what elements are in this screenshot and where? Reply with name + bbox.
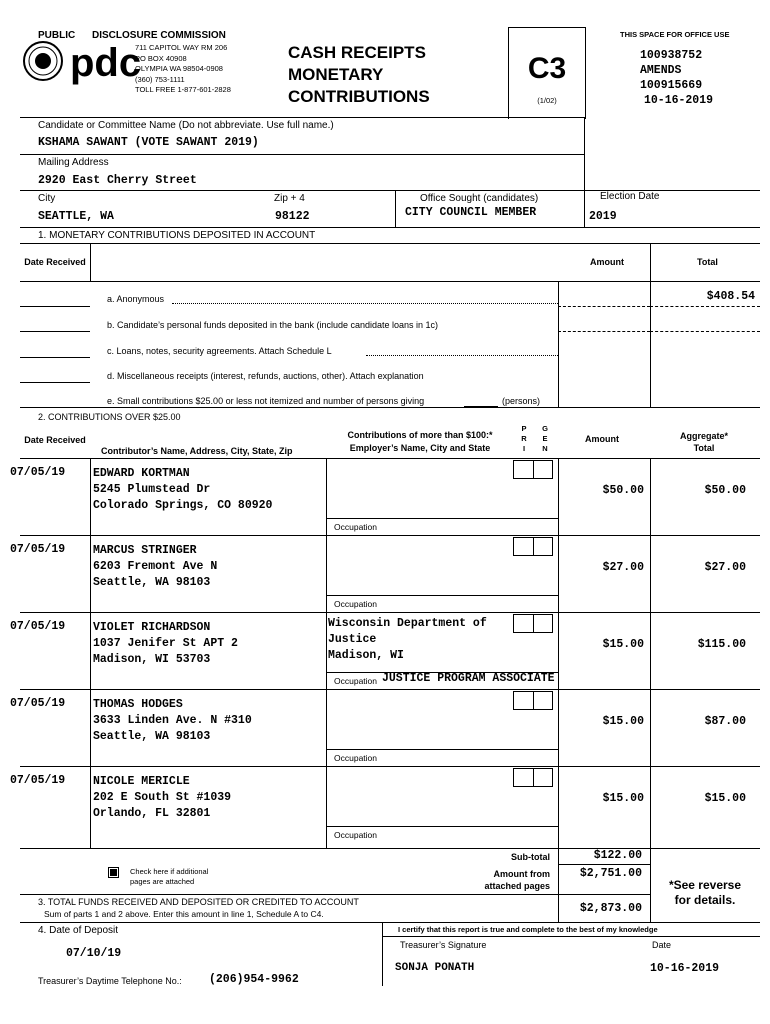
s2-date-header: Date Received: [24, 435, 86, 445]
mailing-address: 2920 East Cherry Street: [38, 174, 197, 187]
additional-pages-checkbox[interactable]: [108, 867, 119, 878]
row-aggregate: $15.00: [704, 792, 746, 805]
s1-amount-header: Amount: [590, 257, 624, 267]
candidate-name-label: Candidate or Committee Name (Do not abbreviate. Use full name.): [38, 120, 334, 131]
zip-label: Zip + 4: [274, 193, 305, 204]
certify-text: I certify that this report is true and complete to the best of my knowledge: [398, 925, 658, 934]
address-line: TOLL FREE 1-877-601-2828: [135, 85, 231, 94]
contributor-name: EDWARD KORTMAN: [93, 467, 190, 480]
contributor-city: Orlando, FL 32801: [93, 807, 211, 820]
checkbox-label-line: Check here if additional: [130, 867, 209, 876]
treasurer-signature-label: Treasurer’s Signature: [400, 940, 487, 950]
form-title: [288, 42, 430, 108]
sign-date: 10-16-2019: [650, 962, 720, 975]
row-contributor: [93, 466, 272, 514]
total-funds-label: 3. TOTAL FUNDS RECEIVED AND DEPOSITED OR CREDITED TO ACCOUNT: [38, 897, 359, 907]
line-e-label: e. Small contributions $25.00 or less not itemized and number of persons giving: [107, 396, 425, 406]
row-aggregate: $27.00: [704, 561, 746, 574]
contributor-street: 6203 Fremont Ave N: [93, 560, 218, 573]
occupation-label: Occupation: [334, 522, 377, 532]
attached-label-line: Amount from: [493, 869, 550, 879]
row-contributor: [93, 620, 238, 668]
office-sought-label: Office Sought (candidates): [420, 193, 539, 204]
deposit-date-label: 4. Date of Deposit: [38, 925, 119, 936]
section1-title: 1. MONETARY CONTRIBUTIONS DEPOSITED IN ACCOUNT: [38, 230, 316, 241]
address-line: OLYMPIA WA 98504-0908: [135, 64, 223, 73]
contributor-city: Madison, WI 53703: [93, 653, 211, 666]
occupation-label: Occupation: [334, 753, 377, 763]
s2-employer-header-2: Employer’s Name, City and State: [349, 443, 491, 453]
pdc-logo: [22, 36, 142, 90]
contributor-street: 5245 Plumstead Dr: [93, 483, 211, 496]
title-line: MONETARY: [288, 65, 384, 84]
row-date: 07/05/19: [10, 697, 66, 710]
phone-label: Treasurer’s Daytime Telephone No.:: [38, 976, 182, 986]
row-amount: $15.00: [602, 715, 644, 728]
line-c-label: c. Loans, notes, security agreements. Attach Schedule L: [107, 346, 332, 356]
employer-line: Justice: [328, 633, 377, 646]
city-label: City: [38, 193, 56, 204]
sign-date-label: Date: [652, 940, 672, 950]
additional-pages-label: [130, 867, 208, 887]
agency-address: [135, 43, 231, 96]
employer-line: Wisconsin Department of: [328, 617, 487, 630]
line-d-label: d. Miscellaneous receipts (interest, refunds, auctions, other). Attach explanation: [107, 371, 424, 381]
contributor-city: Seattle, WA 98103: [93, 576, 211, 589]
s2-contributor-header: Contributor’s Name, Address, City, State, Zip: [101, 446, 293, 456]
treasurer-signature: SONJA PONATH: [395, 962, 475, 974]
election-date: 2019: [589, 210, 617, 223]
row-date: 07/05/19: [10, 620, 66, 633]
s2-primary-header: P R I: [521, 424, 527, 453]
line-e-persons: (persons): [502, 396, 541, 406]
primary-general-boxes[interactable]: [513, 460, 553, 479]
contributor-name: NICOLE MERICLE: [93, 775, 190, 788]
attached-pages-value: $2,751.00: [579, 867, 642, 880]
attached-pages-label: [440, 868, 550, 892]
row-amount: $15.00: [602, 638, 644, 651]
row-occupation: JUSTICE PROGRAM ASSOCIATE: [382, 672, 555, 685]
row-aggregate: $50.00: [704, 484, 746, 497]
subtotal-label: Sub-total: [511, 852, 550, 862]
office-sought: CITY COUNCIL MEMBER: [405, 206, 537, 219]
total-funds-value: $2,873.00: [579, 902, 642, 915]
contributor-city: Seattle, WA 98103: [93, 730, 211, 743]
total-funds-sublabel: Sum of parts 1 and 2 above. Enter this amount in line 1, Schedule A to C4.: [44, 909, 324, 919]
contributor-street: 3633 Linden Ave. N #310: [93, 714, 252, 727]
row-date: 07/05/19: [10, 466, 66, 479]
occupation-label: Occupation: [334, 676, 377, 686]
section2-title: 2. CONTRIBUTIONS OVER $25.00: [38, 412, 181, 422]
row-contributor: [93, 543, 217, 591]
occupation-label: Occupation: [334, 830, 377, 840]
contributor-name: THOMAS HODGES: [93, 698, 183, 711]
row-date: 07/05/19: [10, 774, 66, 787]
see-reverse-line: for details.: [674, 893, 736, 907]
phone-number: (206)954-9962: [209, 973, 299, 986]
see-reverse-line: *See reverse: [668, 878, 742, 892]
address-line: (360) 753-1111: [135, 74, 185, 84]
deposit-date: 07/10/19: [66, 947, 122, 960]
primary-general-boxes[interactable]: [513, 691, 553, 710]
checkbox-label-line: pages are attached: [130, 877, 195, 886]
see-reverse-note: [650, 878, 760, 908]
s1-date-received-header: Date Received: [24, 257, 86, 267]
contributor-street: 1037 Jenifer St APT 2: [93, 637, 238, 650]
primary-general-boxes[interactable]: [513, 614, 553, 633]
agency-public: PUBLIC: [38, 30, 76, 41]
primary-general-boxes[interactable]: [513, 537, 553, 556]
line-b-label: b. Candidate’s personal funds deposited in the bank (include candidate loans in 1c): [107, 320, 439, 330]
office-use-line: 100915669: [640, 79, 703, 92]
office-use-label: THIS SPACE FOR OFFICE USE: [620, 30, 730, 39]
row-date: 07/05/19: [10, 543, 66, 556]
office-use-line: AMENDS: [640, 64, 682, 77]
attached-label-line: attached pages: [484, 881, 550, 891]
row-amount: $15.00: [602, 792, 644, 805]
office-use-line: 100938752: [640, 49, 703, 62]
zip: 98122: [275, 210, 310, 223]
row-amount: $27.00: [602, 561, 644, 574]
form-version: (1/02): [537, 96, 557, 105]
form-code: C3: [527, 52, 567, 85]
address-line: 711 CAPITOL WAY RM 206: [135, 43, 228, 52]
subtotal-value: $122.00: [593, 849, 642, 862]
occupation-label: Occupation: [334, 599, 377, 609]
city: SEATTLE, WA: [38, 210, 114, 223]
contributor-city: Colorado Springs, CO 80920: [93, 499, 273, 512]
row-employer: [328, 616, 487, 664]
logo-text: pdc: [70, 41, 142, 85]
form-code-box: [508, 27, 586, 119]
contributor-street: 202 E South St #1039: [93, 791, 232, 804]
contributor-name: VIOLET RICHARDSON: [93, 621, 211, 634]
s2-general-header: G E N: [542, 424, 548, 453]
row-contributor: [93, 697, 252, 745]
address-line: PO BOX 40908: [135, 53, 187, 63]
row-contributor: [93, 774, 231, 822]
mailing-address-label: Mailing Address: [38, 157, 109, 168]
agency-name: DISCLOSURE COMMISSION: [92, 30, 226, 41]
row-amount: $50.00: [602, 484, 644, 497]
s2-amount-header: Amount: [585, 434, 619, 444]
s1-total-header: Total: [697, 257, 718, 267]
office-use-block: [640, 48, 713, 108]
primary-general-boxes[interactable]: [513, 768, 553, 787]
employer-line: Madison, WI: [328, 649, 404, 662]
checkbox-check-icon: [110, 869, 117, 876]
office-use-line: 10-16-2019: [644, 94, 714, 107]
title-line: CONTRIBUTIONS: [288, 87, 430, 106]
s2-aggregate-header: Aggregate* Total: [679, 431, 728, 453]
row-aggregate: $115.00: [697, 638, 746, 651]
line-a-total: $408.54: [706, 290, 755, 303]
row-aggregate: $87.00: [704, 715, 746, 728]
election-date-label: Election Date: [600, 191, 660, 202]
contributor-name: MARCUS STRINGER: [93, 544, 197, 557]
s2-employer-header-1: Contributions of more than $100:*: [347, 430, 493, 440]
candidate-name: KSHAMA SAWANT (VOTE SAWANT 2019): [38, 136, 259, 149]
line-a-label: a. Anonymous: [107, 294, 165, 304]
title-line: CASH RECEIPTS: [288, 43, 426, 62]
